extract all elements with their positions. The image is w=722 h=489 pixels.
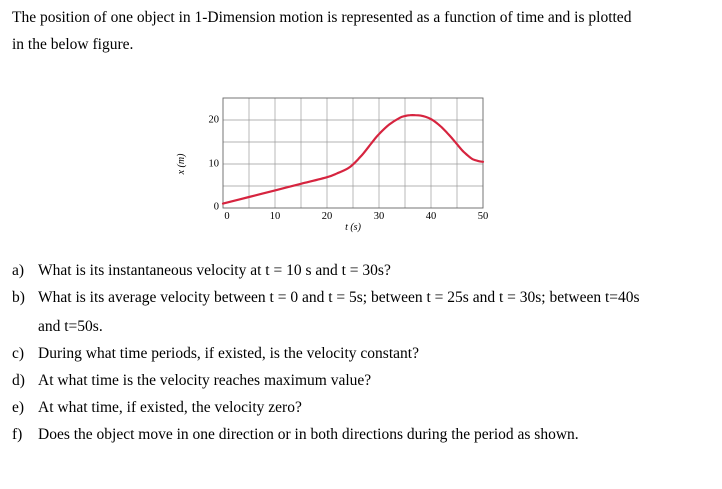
question-c — [12, 340, 712, 367]
y-tick-label: 0 — [213, 201, 219, 213]
x-axis-label: t (s) — [345, 222, 361, 233]
question-list — [12, 257, 712, 448]
x-tick-label: 10 — [269, 211, 281, 222]
question-text: At what time is the velocity reaches maximum value? — [38, 372, 372, 389]
position-time-chart — [170, 88, 500, 238]
y-tick-label: 10 — [208, 158, 219, 170]
question-letter: e) — [12, 399, 25, 416]
question-letter: d) — [12, 372, 25, 389]
question-text: During what time periods, if existed, is the velocity constant? — [38, 345, 419, 362]
question-a — [12, 257, 712, 284]
question-text: What is its instantaneous velocity at t = 10 s and t = 30s? — [38, 262, 391, 279]
question-letter: a) — [12, 262, 25, 279]
question-f — [12, 421, 712, 448]
x-tick-label: 30 — [373, 211, 385, 222]
intro-line-1: The position of one object in 1-Dimension motion is represented as a function of time and is plotted — [12, 9, 632, 26]
y-axis-label: x (m) — [176, 153, 187, 175]
question-text-continued: and t=50s. — [38, 318, 103, 335]
chart-grid — [223, 98, 483, 208]
question-e — [12, 394, 712, 421]
intro-line-2: in the below figure. — [12, 36, 134, 53]
problem-intro — [12, 4, 702, 58]
question-b — [12, 284, 712, 340]
x-tick-label: 20 — [321, 211, 333, 222]
question-d — [12, 367, 712, 394]
question-letter: c) — [12, 345, 25, 362]
question-text: At what time, if existed, the velocity zero? — [38, 399, 302, 416]
x-tick-label: 40 — [425, 211, 437, 222]
position-time-graph — [170, 88, 500, 238]
question-letter: b) — [12, 289, 25, 306]
question-letter: f) — [12, 426, 23, 443]
x-tick-label: 50 — [477, 211, 489, 222]
question-text: What is its average velocity between t = 0 and t = 5s; between t = 25s and t = 30s; between t=40s — [38, 289, 640, 306]
y-tick-label: 20 — [208, 114, 219, 126]
question-text: Does the object move in one direction or in both directions during the period as shown. — [38, 426, 579, 443]
x-tick-label: 0 — [224, 211, 230, 222]
